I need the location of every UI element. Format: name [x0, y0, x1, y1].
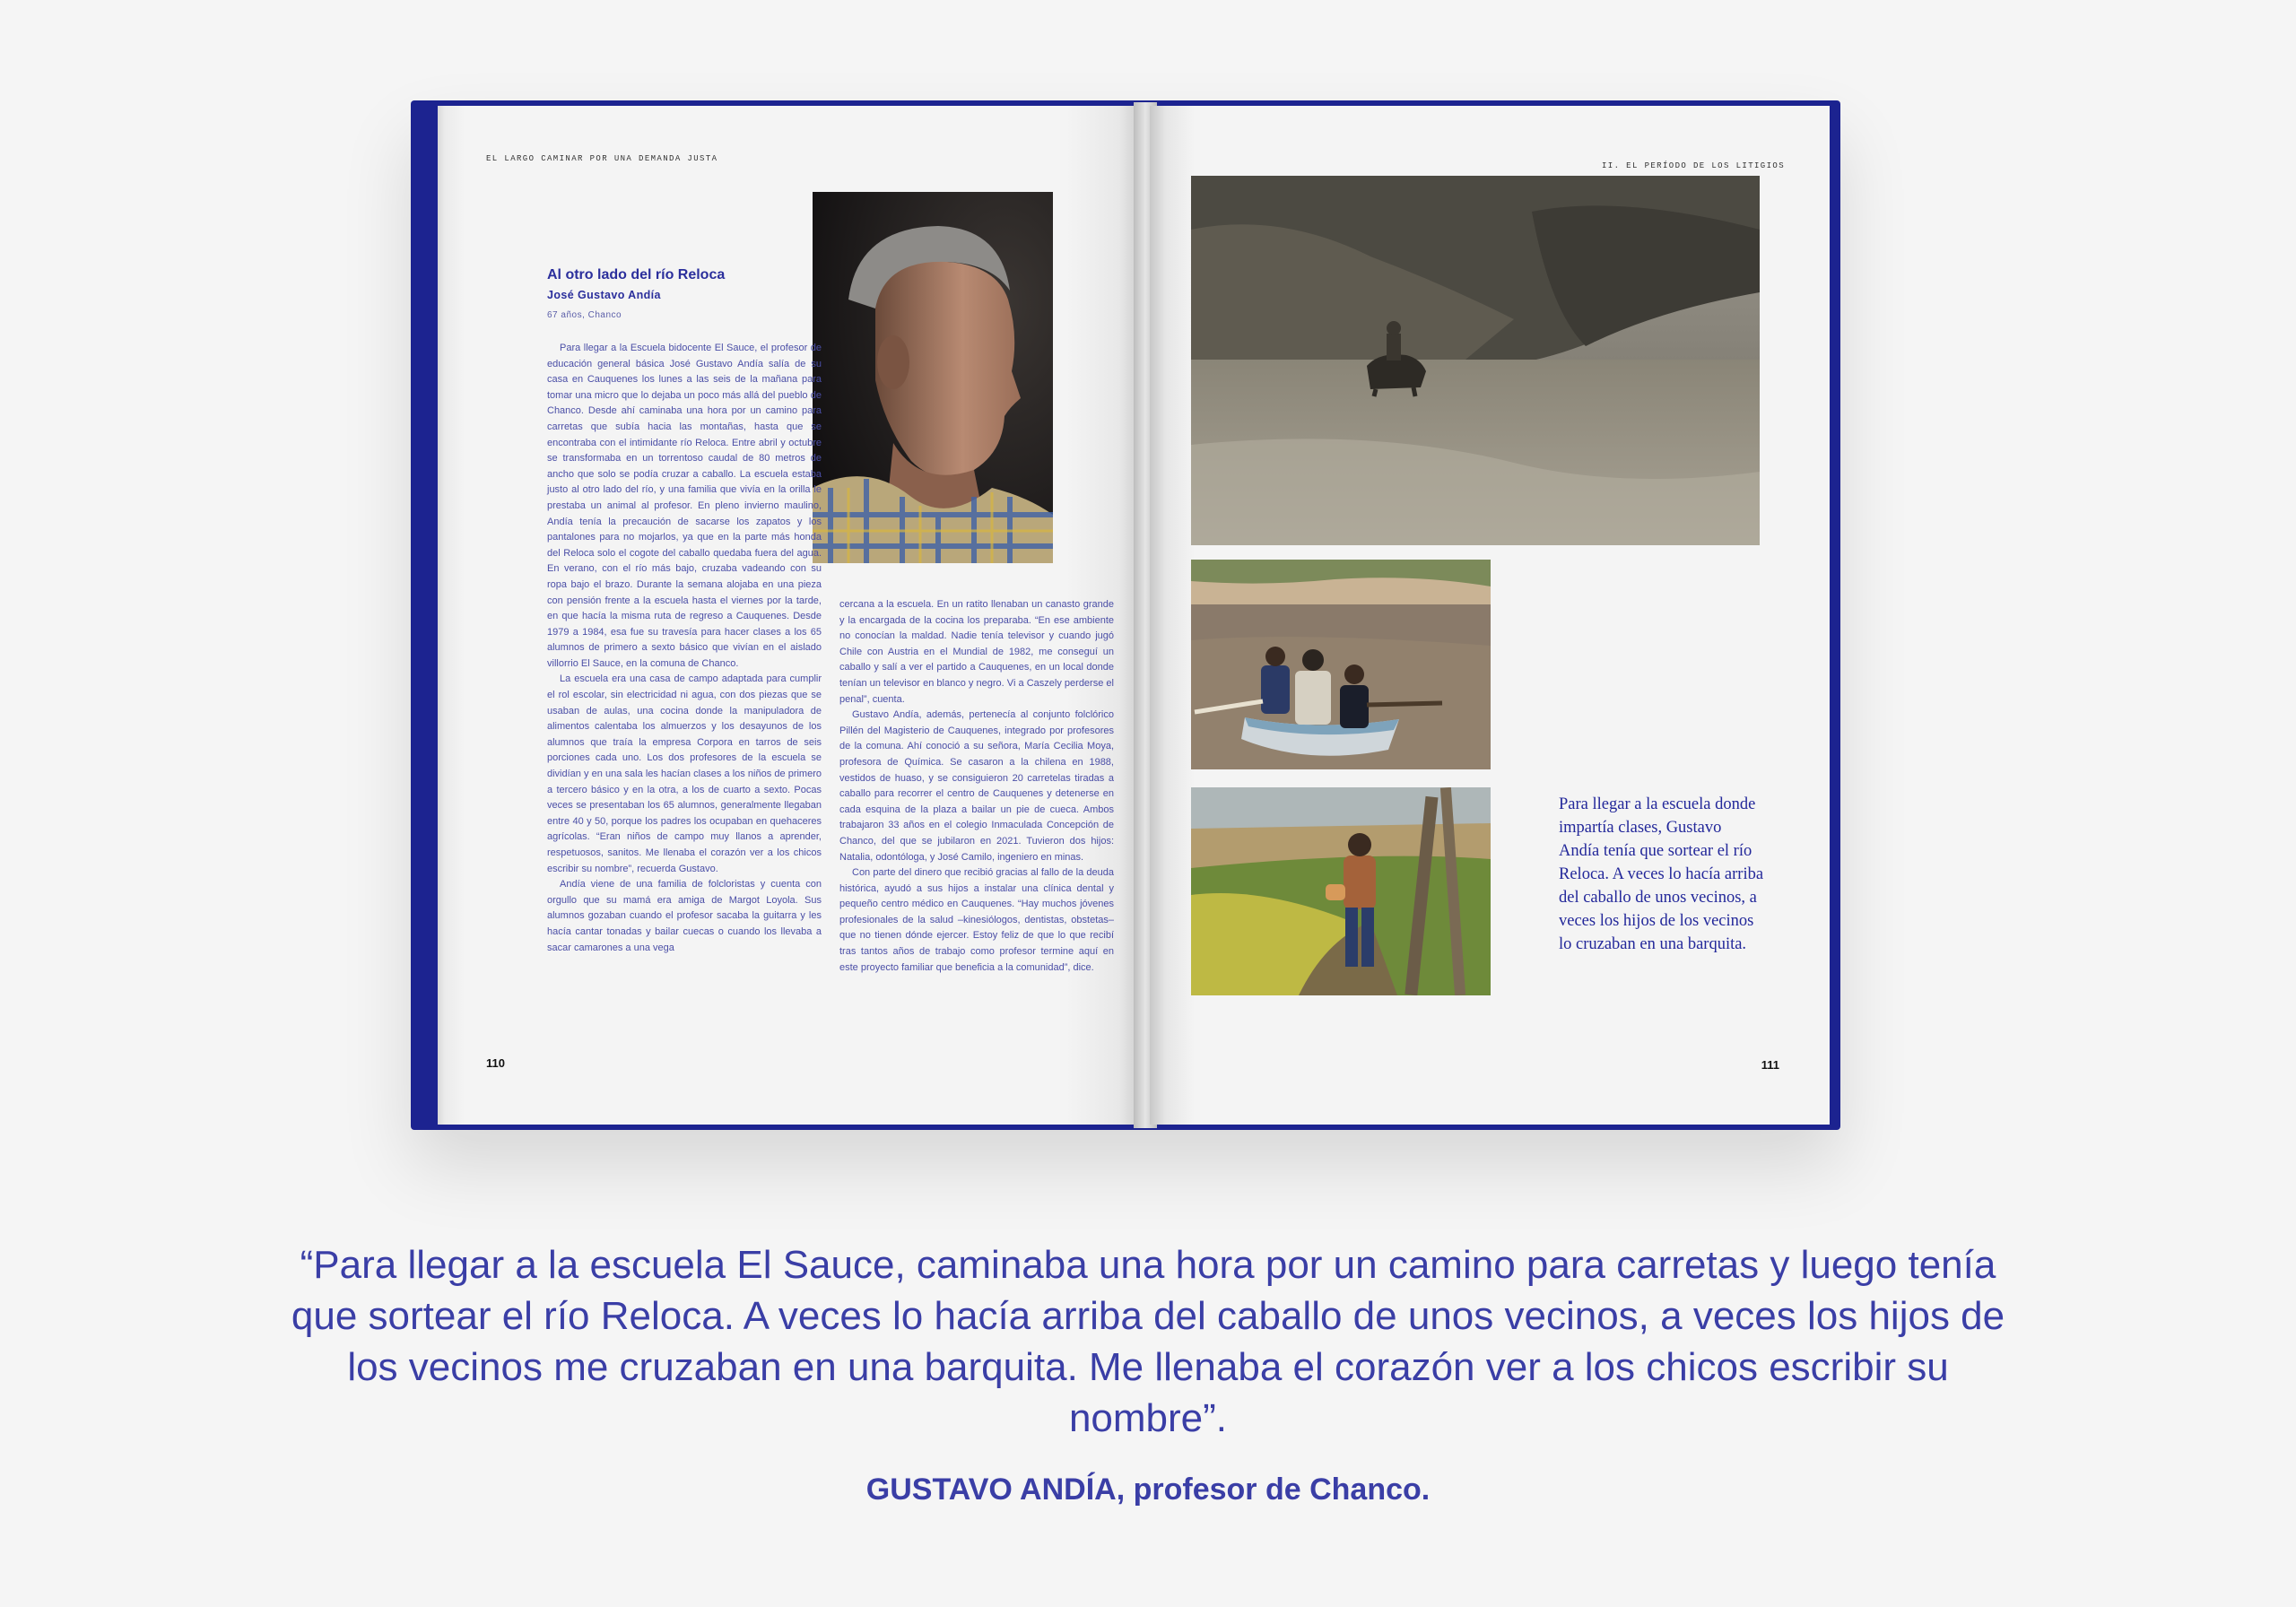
right-page — [1150, 106, 1830, 1125]
attribution-role: , profesor de Chanco. — [1116, 1472, 1431, 1507]
boat-photo — [1191, 560, 1491, 769]
left-page — [438, 106, 1139, 1125]
author-meta: 67 años, Chanco — [547, 310, 622, 320]
pull-quote: “Para llegar a la escuela El Sauce, caminaba una hora por un camino para carretas y luego tenía que sortear el río Reloca. A veces lo hacía arriba del caballo de unos vecinos, a veces los hijos de los vecinos me cruzaban en una barquita. Me llenaba el corazón ver a los chicos escribir su nombre”. — [291, 1243, 2005, 1440]
paragraph: La escuela era una casa de campo adaptada para cumplir el rol escolar, sin electricidad ni agua, con dos piezas que se usaban de aulas, una cocina donde la manipuladora de alimentos calentaba los almuerzos y los desayunos de los alumnos que traía la empresa Corpora en tarros de seis porciones cada uno. Los dos profesores de la escuela se dividían y en una sala les hacían clases a los niños de primero a tercero básico y en la otra, a los de cuarto a sexto. Pocas veces se presentaban los 65 alumnos, generalmente llegaban entre 40 y 50, porque los padres los ocupaban en quehaceres agrícolas. “Eran niños de campo muy llanos a aprender, respetuosos, sanitos. Me llenaba el corazón ver a los chicos escribir su nombre”, recuerda Gustavo. — [547, 673, 822, 874]
right-folio: 111 — [1761, 1058, 1779, 1072]
author-name: José Gustavo Andía — [547, 289, 661, 301]
right-running-head: II. EL PERÍODO DE LOS LITIGIOS — [1601, 161, 1785, 170]
portrait-photo — [813, 192, 1053, 563]
left-running-head: EL LARGO CAMINAR POR UNA DEMANDA JUSTA — [486, 154, 718, 163]
paragraph: Andía viene de una familia de folcloristas y cuenta con orgullo que su mamá era amiga de Margot Loyola. Sus alumnos gozaban cuando el profesor sacaba la guitarra y les hacía cantar tonadas y bailar cuecas o cuando los llevaba a sacar camarones a una vega — [547, 879, 822, 953]
attribution-name: GUSTAVO ANDÍA — [865, 1472, 1117, 1507]
paragraph: Para llegar a la Escuela bidocente El Sauce, el profesor de educación general básica José Gustavo Andía salía de su casa en Cauquenes los lunes a las seis de la mañana para tomar una micro que lo dejaba un poco más allá del pueblo de Chanco. Desde ahí caminaba una hora por un camino para carretas que subía hacia las montañas, hasta que se encontraba con el intimidante río Reloca. Entre abril y octubre se transformaba en un torrentoso caudal de 80 metros de ancho que solo se podía cruzar a caballo. La escuela estaba justo al otro lado del río, y una familia que vivía en la orilla le prestaba un animal al profesor. En pleno invierno maulino, Andía tenía la precaución de sacarse los zapatos y los pantalones para no mojarlos, ya que en la parte más honda del Reloca solo el cogote del caballo quedaba fuera del agua. En verano, con el río más bajo, cruzaba vadeando con su ropa bajo el brazo. Durante la semana alojaba en una pieza con pensión frente a la escuela hasta el viernes por la tarde, en que hacía la misma ruta de regreso a Cauquenes. Desde 1979 a 1984, esa fue su travesía para hacer clases a los 65 alumnos de primero a sexto básico que vivían en el aislado villorrio El Sauce, en la comuna de Chanco. — [547, 343, 822, 669]
photo-caption: Para llegar a la escuela donde impartía clases, Gustavo Andía tenía que sortear el río Reloca. A veces lo hacía arriba del caballo de unos vecinos, a veces los hijos de los vecinos lo cruzaban en una barquita. — [1559, 795, 1764, 953]
body-column-2 — [839, 597, 1114, 976]
paragraph: cercana a la escuela. En un ratito llenaban un canasto grande y la encargada de la cocina los preparaba. “En ese ambiente no conocían la maldad. Nadie tenía televisor y cuando jugó Chile con Austria en el Mundial de 1982, me conseguí un caballo y salí a ver el partido a Cauquenes, en un local donde tenían un televisor en blanco y negro. Vi a Caszely perderse el penal”, cuenta. — [839, 599, 1114, 705]
quote-attribution — [269, 1472, 2027, 1507]
open-book — [411, 100, 1840, 1130]
left-folio: 110 — [486, 1056, 505, 1070]
section-title: Al otro lado del río Reloca — [547, 267, 726, 282]
body-column-1 — [547, 341, 822, 956]
paragraph: Gustavo Andía, además, pertenecía al conjunto folclórico Pillén del Magisterio de Cauquenes, integrado por profesores de la comuna. Ahí conoció a su señora, María Cecilia Moya, profesora de Química. Se casaron a la chilena en 1988, vestidos de huaso, y se consiguieron 20 carretelas tiradas a caballo para recorrer el centro de Cauquenes y detenerse en cada esquina de la plaza a bailar un pie de cueca. Ambos trabajaron 33 años en el colegio Inmaculada Concepción de Chanco, del que se jubilaron en 2021. Tuvieron dos hijos: Natalia, odontóloga, y José Camilo, ingeniero en minas. — [839, 709, 1114, 863]
paragraph: Con parte del dinero que recibió gracias al fallo de la deuda histórica, ayudó a sus hijos a instalar una clínica dental y pequeño centro médico en Cauquenes. “Hay muchos jóvenes profesionales de la salud –kinesiólogos, dentistas, obstetas– que no tienen dónde ejercer. Estoy feliz de que lo que recibí tras tantos años de trabajo como profesor termine aquí en este proyecto familiar que beneficia a la comunidad”, dice. — [839, 867, 1114, 973]
river-crossing-photo — [1191, 176, 1760, 545]
field-photo — [1191, 787, 1491, 995]
